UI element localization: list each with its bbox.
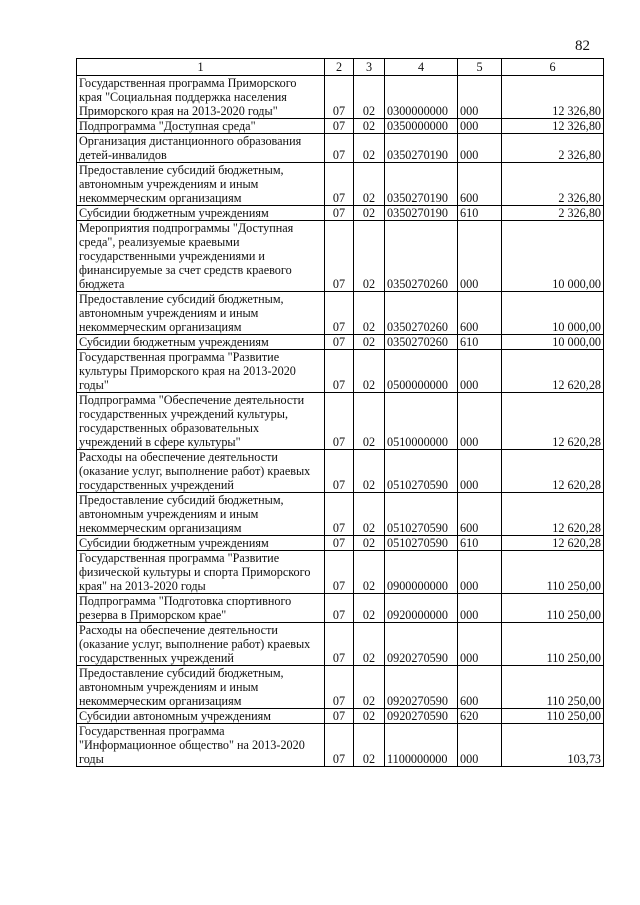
row-target-code: 0500000000 — [385, 350, 458, 393]
row-expense-type: 000 — [458, 350, 502, 393]
row-amount: 2 326,80 — [502, 163, 604, 206]
row-section: 07 — [325, 292, 354, 335]
row-name: Субсидии бюджетным учреждениям — [77, 536, 325, 551]
row-expense-type: 000 — [458, 724, 502, 767]
row-target-code: 0510270590 — [385, 536, 458, 551]
row-name: Подпрограмма "Подготовка спортивного резерва в Приморском крае" — [77, 594, 325, 623]
row-name: Предоставление субсидий бюджетным, автономным учреждениям и иным некоммерческим организациям — [77, 292, 325, 335]
row-name: Предоставление субсидий бюджетным, автономным учреждениям и иным некоммерческим организациям — [77, 493, 325, 536]
row-amount: 110 250,00 — [502, 666, 604, 709]
header-cell: 2 — [325, 59, 354, 76]
row-name: Государственная программа "Развитие физической культуры и спорта Приморского края" на 2013-2020 годы — [77, 551, 325, 594]
row-target-code: 0350270190 — [385, 163, 458, 206]
row-target-code: 0350270260 — [385, 335, 458, 350]
row-target-code: 0920270590 — [385, 623, 458, 666]
row-name: Государственная программа "Информационное общество" на 2013-2020 годы — [77, 724, 325, 767]
row-expense-type: 600 — [458, 666, 502, 709]
row-amount: 110 250,00 — [502, 623, 604, 666]
row-amount: 10 000,00 — [502, 335, 604, 350]
row-section: 07 — [325, 350, 354, 393]
row-name: Субсидии бюджетным учреждениям — [77, 206, 325, 221]
row-section: 07 — [325, 709, 354, 724]
table-row — [77, 393, 604, 450]
row-expense-type: 000 — [458, 119, 502, 134]
row-section: 07 — [325, 724, 354, 767]
row-section: 07 — [325, 76, 354, 119]
row-amount: 12 620,28 — [502, 350, 604, 393]
row-name: Расходы на обеспечение деятельности (оказание услуг, выполнение работ) краевых государственных учреждений — [77, 623, 325, 666]
row-target-code: 0350270190 — [385, 206, 458, 221]
row-amount: 12 620,28 — [502, 536, 604, 551]
row-expense-type: 600 — [458, 163, 502, 206]
table-row — [77, 119, 604, 134]
budget-table — [76, 58, 604, 767]
row-name: Предоставление субсидий бюджетным, автономным учреждениям и иным некоммерческим организациям — [77, 163, 325, 206]
row-amount: 12 620,28 — [502, 393, 604, 450]
row-target-code: 0350270260 — [385, 292, 458, 335]
row-section: 07 — [325, 551, 354, 594]
table-row — [77, 350, 604, 393]
header-cell: 1 — [77, 59, 325, 76]
row-name: Подпрограмма "Доступная среда" — [77, 119, 325, 134]
row-target-code: 0300000000 — [385, 76, 458, 119]
table-row — [77, 536, 604, 551]
row-subsection: 02 — [354, 724, 385, 767]
row-target-code: 0350270190 — [385, 134, 458, 163]
table-row — [77, 221, 604, 292]
row-target-code: 0900000000 — [385, 551, 458, 594]
row-subsection: 02 — [354, 450, 385, 493]
table-row — [77, 594, 604, 623]
row-subsection: 02 — [354, 493, 385, 536]
row-section: 07 — [325, 221, 354, 292]
row-amount: 103,73 — [502, 724, 604, 767]
row-amount: 110 250,00 — [502, 709, 604, 724]
row-subsection: 02 — [354, 666, 385, 709]
row-expense-type: 000 — [458, 594, 502, 623]
row-name: Государственная программа Приморского края "Социальная поддержка населения Приморского края на 2013-2020 годы" — [77, 76, 325, 119]
row-section: 07 — [325, 206, 354, 221]
row-name: Субсидии бюджетным учреждениям — [77, 335, 325, 350]
table-row — [77, 335, 604, 350]
row-amount: 12 326,80 — [502, 76, 604, 119]
table-row — [77, 163, 604, 206]
row-subsection: 02 — [354, 623, 385, 666]
row-subsection: 02 — [354, 594, 385, 623]
row-section: 07 — [325, 450, 354, 493]
row-target-code: 0510270590 — [385, 450, 458, 493]
row-name: Подпрограмма "Обеспечение деятельности государственных учреждений культуры, государственных образовательных учреждений в сфере культуры" — [77, 393, 325, 450]
row-section: 07 — [325, 666, 354, 709]
row-expense-type: 600 — [458, 493, 502, 536]
row-expense-type: 000 — [458, 551, 502, 594]
table-row — [77, 709, 604, 724]
row-name: Субсидии автономным учреждениям — [77, 709, 325, 724]
row-target-code: 0350000000 — [385, 119, 458, 134]
row-section: 07 — [325, 623, 354, 666]
row-expense-type: 620 — [458, 709, 502, 724]
table-row — [77, 206, 604, 221]
row-name: Расходы на обеспечение деятельности (оказание услуг, выполнение работ) краевых государственных учреждений — [77, 450, 325, 493]
row-name: Организация дистанционного образования детей-инвалидов — [77, 134, 325, 163]
table-row — [77, 724, 604, 767]
row-subsection: 02 — [354, 335, 385, 350]
header-cell: 6 — [502, 59, 604, 76]
row-subsection: 02 — [354, 119, 385, 134]
row-expense-type: 610 — [458, 206, 502, 221]
row-name: Предоставление субсидий бюджетным, автономным учреждениям и иным некоммерческим организациям — [77, 666, 325, 709]
table-row — [77, 134, 604, 163]
row-expense-type: 000 — [458, 393, 502, 450]
row-amount: 110 250,00 — [502, 594, 604, 623]
row-section: 07 — [325, 335, 354, 350]
row-name: Мероприятия подпрограммы "Доступная среда", реализуемые краевыми государственными учреждениями и финансируемые за счет средств краевого бюджета — [77, 221, 325, 292]
row-amount: 10 000,00 — [502, 292, 604, 335]
header-cell: 3 — [354, 59, 385, 76]
row-amount: 12 620,28 — [502, 493, 604, 536]
row-target-code: 0920000000 — [385, 594, 458, 623]
table-row — [77, 292, 604, 335]
row-target-code: 0510270590 — [385, 493, 458, 536]
row-subsection: 02 — [354, 551, 385, 594]
row-target-code: 1100000000 — [385, 724, 458, 767]
row-amount: 2 326,80 — [502, 206, 604, 221]
row-amount: 110 250,00 — [502, 551, 604, 594]
row-section: 07 — [325, 119, 354, 134]
row-expense-type: 600 — [458, 292, 502, 335]
row-section: 07 — [325, 536, 354, 551]
row-expense-type: 000 — [458, 221, 502, 292]
row-amount: 10 000,00 — [502, 221, 604, 292]
row-section: 07 — [325, 134, 354, 163]
row-target-code: 0920270590 — [385, 666, 458, 709]
row-subsection: 02 — [354, 350, 385, 393]
row-section: 07 — [325, 493, 354, 536]
row-subsection: 02 — [354, 206, 385, 221]
row-expense-type: 000 — [458, 134, 502, 163]
row-expense-type: 000 — [458, 76, 502, 119]
table-row — [77, 450, 604, 493]
row-subsection: 02 — [354, 221, 385, 292]
row-expense-type: 610 — [458, 536, 502, 551]
row-subsection: 02 — [354, 163, 385, 206]
table-row — [77, 551, 604, 594]
row-amount: 2 326,80 — [502, 134, 604, 163]
row-target-code: 0920270590 — [385, 709, 458, 724]
row-subsection: 02 — [354, 536, 385, 551]
row-section: 07 — [325, 594, 354, 623]
table-row — [77, 76, 604, 119]
table-row — [77, 623, 604, 666]
table-row — [77, 493, 604, 536]
row-target-code: 0350270260 — [385, 221, 458, 292]
page-number: 82 — [575, 38, 590, 54]
row-subsection: 02 — [354, 292, 385, 335]
row-target-code: 0510000000 — [385, 393, 458, 450]
row-subsection: 02 — [354, 76, 385, 119]
row-section: 07 — [325, 393, 354, 450]
row-amount: 12 620,28 — [502, 450, 604, 493]
header-cell: 5 — [458, 59, 502, 76]
header-cell: 4 — [385, 59, 458, 76]
row-subsection: 02 — [354, 709, 385, 724]
header-row — [77, 59, 604, 76]
row-section: 07 — [325, 163, 354, 206]
row-subsection: 02 — [354, 134, 385, 163]
table-row — [77, 666, 604, 709]
row-expense-type: 000 — [458, 450, 502, 493]
row-expense-type: 610 — [458, 335, 502, 350]
row-name: Государственная программа "Развитие культуры Приморского края на 2013-2020 годы" — [77, 350, 325, 393]
row-expense-type: 000 — [458, 623, 502, 666]
row-amount: 12 326,80 — [502, 119, 604, 134]
row-subsection: 02 — [354, 393, 385, 450]
